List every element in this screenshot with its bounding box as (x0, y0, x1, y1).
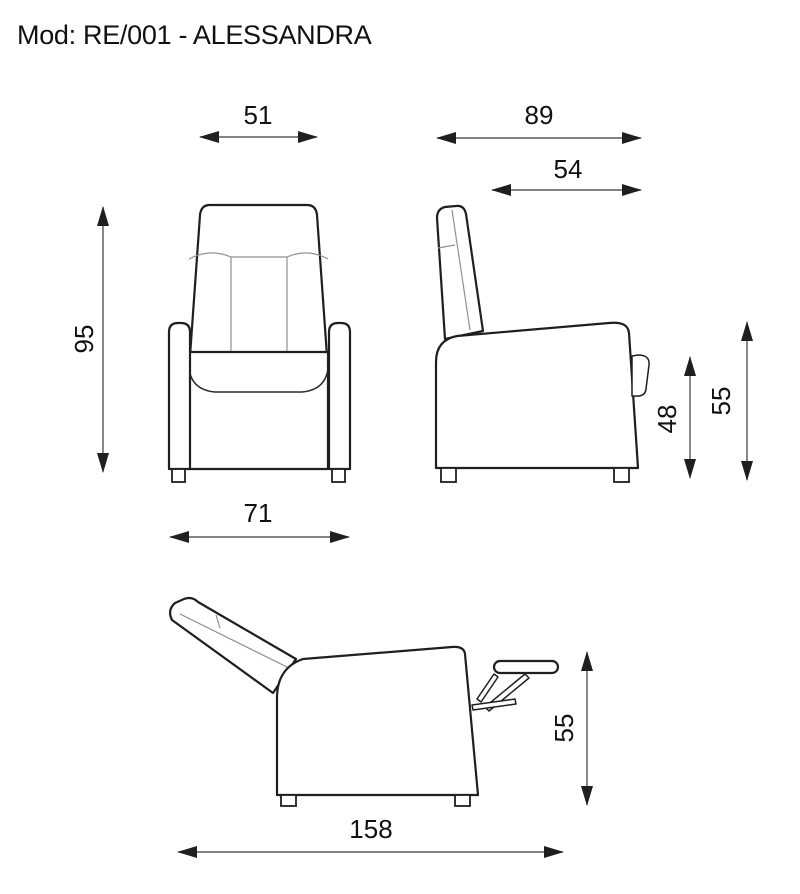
dim-label-reclined-height: 55 (549, 713, 579, 743)
front-base-outline (189, 352, 328, 469)
side-recline-handle (632, 355, 649, 396)
side-body-outline (436, 323, 638, 468)
drawing-title: Mod: RE/001 - ALESSANDRA (17, 20, 372, 50)
dim-label-side-total-depth: 89 (524, 100, 554, 130)
side-view (436, 138, 747, 482)
front-armrest-left (169, 323, 190, 469)
dim-label-side-upper-depth: 54 (553, 154, 583, 184)
footrest-pad (494, 661, 558, 673)
reclined-foot-right (455, 795, 470, 806)
reclined-foot-left (281, 795, 296, 806)
front-view (103, 137, 350, 537)
reclined-backrest-outline (170, 598, 296, 693)
side-foot-left (441, 468, 456, 482)
dim-label-front-top-width: 51 (243, 100, 273, 130)
dim-label-side-arm-height: 55 (706, 386, 736, 416)
front-foot-left (172, 469, 185, 482)
front-armrest-right (329, 323, 350, 469)
side-backrest-outline (437, 206, 483, 339)
front-foot-right (332, 469, 345, 482)
dim-label-front-bottom-width: 71 (243, 498, 273, 528)
dim-label-side-seat-back-height: 48 (652, 404, 682, 434)
reclined-body-outline (277, 647, 478, 795)
side-foot-right (614, 468, 629, 482)
footrest-strut-front (477, 674, 498, 702)
dim-label-front-height: 95 (69, 324, 99, 354)
dim-label-reclined-length: 158 (349, 814, 393, 844)
